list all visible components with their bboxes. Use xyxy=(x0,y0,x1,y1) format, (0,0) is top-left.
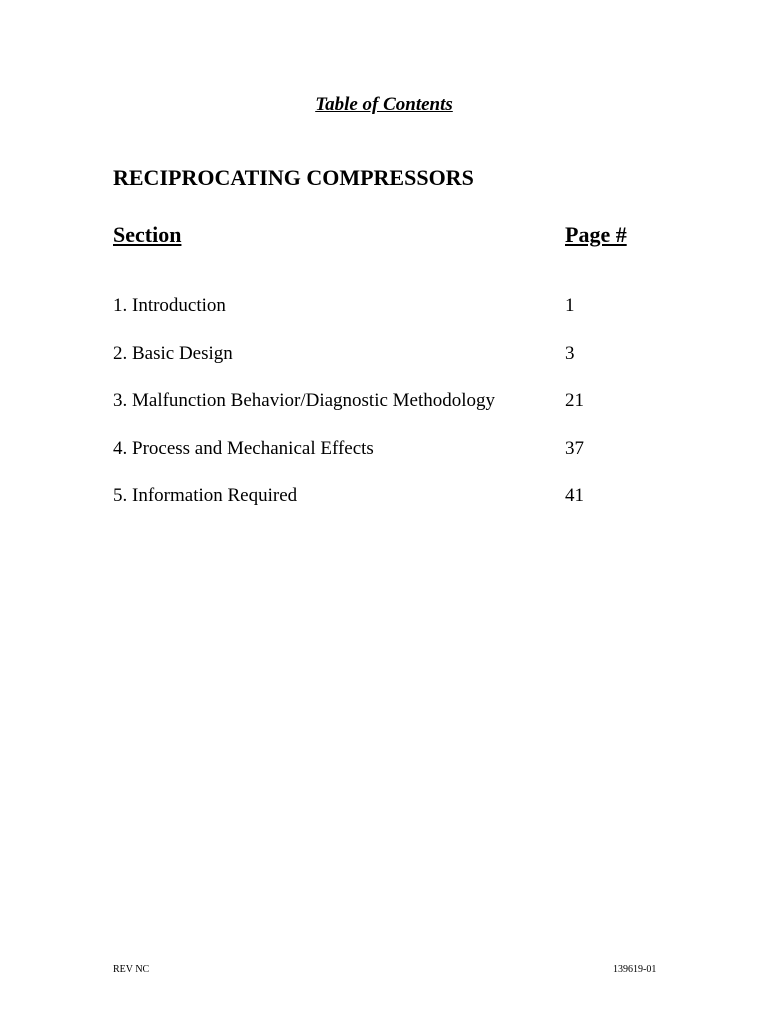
section-column-header: Section xyxy=(113,222,182,247)
toc-entry-label: 1. Introduction xyxy=(113,295,226,316)
table-of-contents-heading: Table of Contents xyxy=(315,94,453,115)
footer-revision: REV NC xyxy=(113,964,150,975)
toc-entry-label: 3. Malfunction Behavior/Diagnostic Methodology xyxy=(113,390,496,412)
toc-entry-page: 41 xyxy=(565,485,584,507)
document-title: RECIPROCATING COMPRESSORS xyxy=(113,165,474,190)
toc-entry-label: 4. Process and Mechanical Effects xyxy=(113,437,374,459)
toc-entry-basic-design xyxy=(113,341,673,389)
toc-entry-introduction xyxy=(113,293,673,341)
toc-entry-information-required xyxy=(113,483,673,531)
toc-entry-page: 3 xyxy=(565,342,575,364)
toc-entry-malfunction-behavior xyxy=(113,388,673,436)
toc-entry-page: 1 xyxy=(565,295,575,316)
toc-list xyxy=(113,293,673,531)
page-column-header: Page # xyxy=(565,222,627,247)
toc-entry-process-mechanical-effects xyxy=(113,436,673,484)
toc-entry-label: 5. Information Required xyxy=(113,485,298,507)
toc-entry-page: 37 xyxy=(565,437,584,459)
toc-entry-label: 2. Basic Design xyxy=(113,342,233,364)
footer-document-number: 139619-01 xyxy=(613,964,657,975)
toc-entry-page: 21 xyxy=(565,390,584,412)
